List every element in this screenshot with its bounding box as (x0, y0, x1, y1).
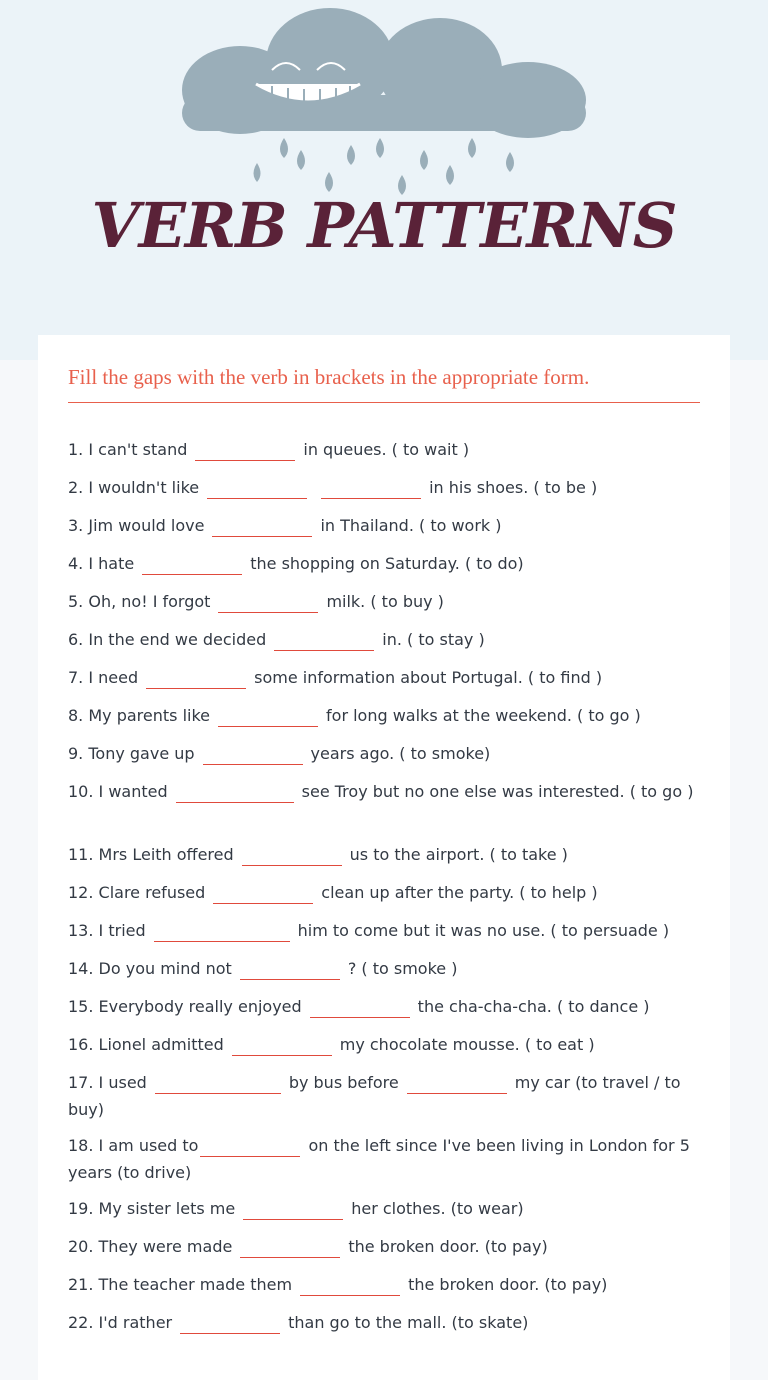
question-8: 8. My parents like for long walks at the weekend. ( to go ) (68, 706, 641, 725)
answer-blank[interactable] (240, 963, 340, 980)
answer-blank[interactable] (242, 849, 342, 866)
instruction-text: Fill the gaps with the verb in brackets in the appropriate form. (68, 365, 700, 403)
answer-blank[interactable] (180, 1317, 280, 1334)
question-7: 7. I need some information about Portugal. ( to find ) (68, 668, 603, 687)
question-13: 13. I tried him to come but it was no use. ( to persuade ) (68, 921, 670, 940)
question-18: 18. I am used to on the left since I've been living in London for 5 years (to drive) (68, 1136, 690, 1182)
answer-blank[interactable] (154, 925, 290, 942)
answer-blank[interactable] (213, 887, 313, 904)
answer-blank[interactable] (200, 1140, 300, 1157)
answer-blank[interactable] (176, 786, 294, 803)
page-title: VERB PATTERNS (91, 189, 677, 262)
answer-blank[interactable] (300, 1279, 400, 1296)
question-5: 5. Oh, no! I forgot milk. ( to buy ) (68, 592, 444, 611)
question-17: 17. I used by bus before my car (to travel / to buy) (68, 1073, 681, 1119)
answer-blank[interactable] (218, 710, 318, 727)
answer-blank[interactable] (195, 444, 295, 461)
answer-blank[interactable] (232, 1039, 332, 1056)
question-22: 22. I'd rather than go to the mall. (to skate) (68, 1313, 529, 1332)
question-20: 20. They were made the broken door. (to pay) (68, 1237, 548, 1256)
question-4: 4. I hate the shopping on Saturday. ( to do) (68, 554, 524, 573)
question-19: 19. My sister lets me her clothes. (to wear) (68, 1199, 524, 1218)
answer-blank[interactable] (407, 1077, 507, 1094)
answer-blank[interactable] (203, 748, 303, 765)
answer-blank[interactable] (212, 520, 312, 537)
question-10: 10. I wanted see Troy but no one else was interested. ( to go ) (68, 782, 694, 801)
question-3: 3. Jim would love in Thailand. ( to work ) (68, 516, 502, 535)
question-1: 1. I can't stand in queues. ( to wait ) (68, 440, 470, 459)
question-12: 12. Clare refused clean up after the party. ( to help ) (68, 883, 598, 902)
cloud-icon (182, 8, 586, 138)
answer-blank[interactable] (243, 1203, 343, 1220)
question-11: 11. Mrs Leith offered us to the airport. ( to take ) (68, 845, 568, 864)
question-15: 15. Everybody really enjoyed the cha-cha-cha. ( to dance ) (68, 997, 650, 1016)
answer-blank[interactable] (274, 634, 374, 651)
answer-blank[interactable] (155, 1077, 281, 1094)
question-21: 21. The teacher made them the broken door. (to pay) (68, 1275, 608, 1294)
question-9: 9. Tony gave up years ago. ( to smoke) (68, 744, 491, 763)
question-6: 6. In the end we decided in. ( to stay ) (68, 630, 485, 649)
answer-blank[interactable] (218, 596, 318, 613)
header-banner (0, 0, 768, 360)
answer-blank[interactable] (146, 672, 246, 689)
answer-blank[interactable] (240, 1241, 340, 1258)
answer-blank[interactable] (142, 558, 242, 575)
question-14: 14. Do you mind not ? ( to smoke ) (68, 959, 458, 978)
question-2: 2. I wouldn't like in his shoes. ( to be ) (68, 478, 598, 497)
answer-blank[interactable] (310, 1001, 410, 1018)
answer-blank[interactable] (321, 482, 421, 499)
answer-blank[interactable] (207, 482, 307, 499)
worksheet-card (38, 335, 730, 1380)
question-16: 16. Lionel admitted my chocolate mousse. ( to eat ) (68, 1035, 595, 1054)
